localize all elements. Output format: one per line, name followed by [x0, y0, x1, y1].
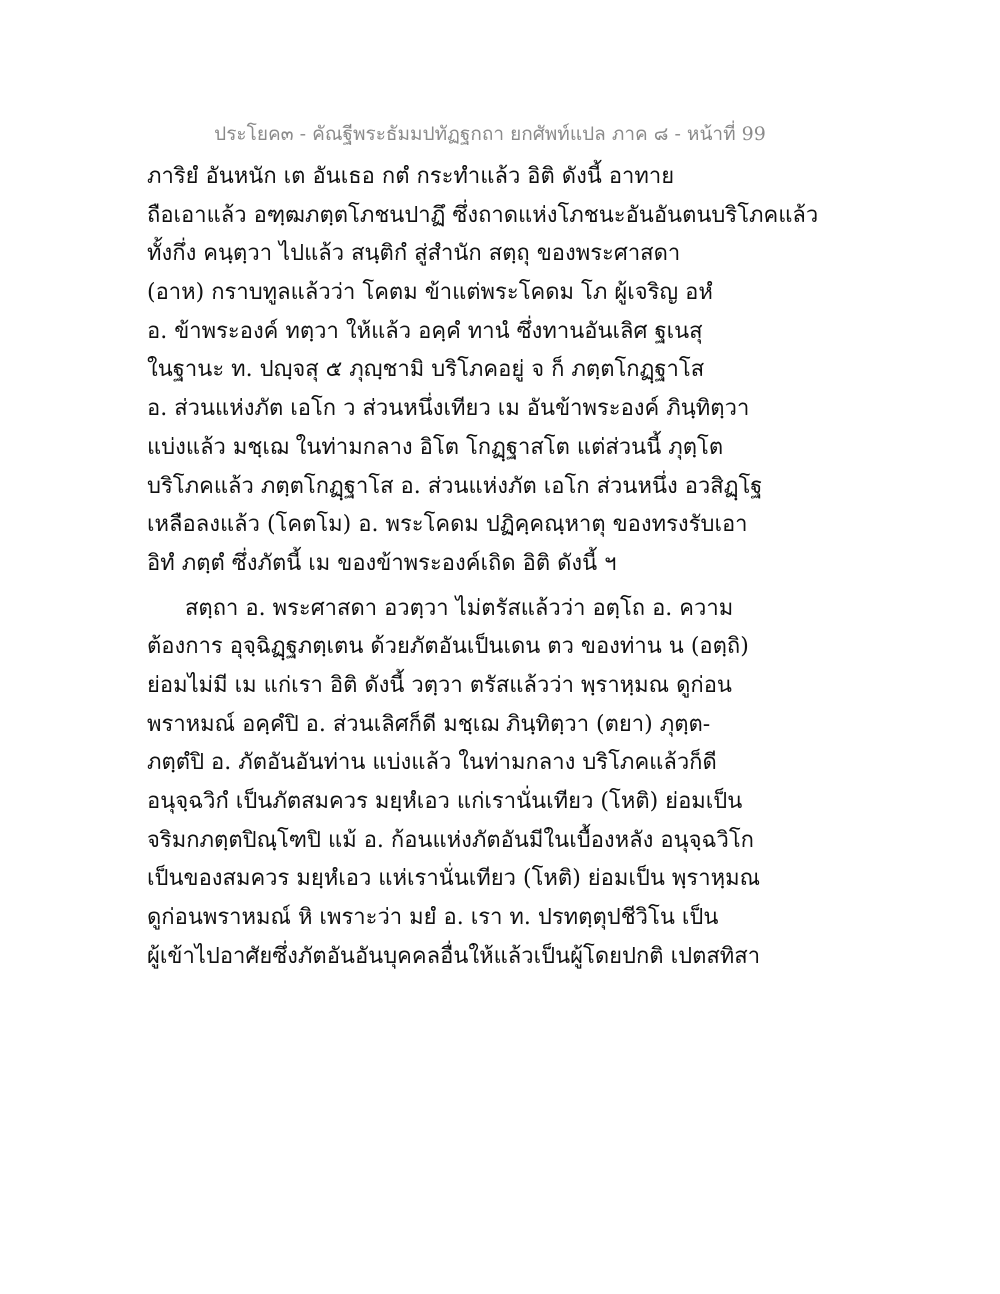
text-line: ภาริยํ อันหนัก เต อันเธอ กตํ กระทำแล้ว อิติ ดังนี้ อาทาย — [147, 164, 675, 189]
text-line: ย่อมไม่มี เม แก่เรา อิติ ดังนี้ วตฺวา ตรัสแล้วว่า พฺราหฺมณ ดูก่อน — [147, 672, 732, 698]
text-line: ในฐานะ ท. ปญฺจสุ ๕ ภุญฺชามิ บริโภคอยู่ จ ก็ ภตฺตโกฏฺฐาโส — [147, 357, 705, 383]
text-line: อ. ส่วนแห่งภัต เอโก ว ส่วนหนึ่งเทียว เม อันข้าพระองค์ ภินฺทิตฺวา — [147, 396, 750, 422]
text-line: เป็นของสมควร มยฺหํเอว แห่เรานั่นเทียว (โหติ) ย่อมเป็น พฺราหฺมณ — [147, 866, 760, 892]
text-line: บริโภคแล้ว ภตฺตโกฏฺฐาโส อ. ส่วนแห่งภัต เอโก ส่วนหนึ่ง อวสิฏฺโฐ — [147, 473, 763, 499]
text-line: สตฺถา อ. พระศาสดา อวตฺวา ไม่ตรัสแล้วว่า อตฺโถ อ. ความ — [185, 595, 734, 621]
paragraph-2 — [147, 590, 867, 977]
text-line: อ. ข้าพระองค์ ทตฺวา ให้แล้ว อคฺคํ ทานํ ซึ่งทานอันเลิศ ฐเนสุ — [147, 318, 703, 344]
body-text — [147, 158, 867, 976]
text-line: ดูก่อนพราหมณ์ หิ เพราะว่า มยํ อ. เรา ท. ปรทตฺตุปชีวิโน เป็น — [147, 905, 719, 931]
text-line: จริมกภตฺตปิณฺโฑปิ แม้ อ. ก้อนแห่งภัตอันมีในเบื้องหลัง อนุจฺฉวิโก — [147, 827, 754, 853]
text-line: ต้องการ อุจฺฉิฏฺฐภตฺเตน ด้วยภัตอันเป็นเดน ตว ของท่าน น (อตฺถิ) — [147, 634, 749, 660]
text-line: ภตฺตํปิ อ. ภัตอันอันท่าน แบ่งแล้ว ในท่ามกลาง บริโภคแล้วก็ดี — [147, 750, 717, 776]
text-line: เหลือลงแล้ว (โคตโม) อ. พระโคดม ปฏิคฺคณฺหาตุ ของทรงรับเอา — [147, 512, 748, 538]
text-line: (อาห) กราบทูลแล้วว่า โคตม ข้าแต่พระโคดม โภ ผู้เจริญ อหํ — [147, 280, 713, 306]
paragraph-1 — [147, 158, 867, 584]
text-line: อิทํ ภตฺตํ ซึ่งภัตนี้ เม ของข้าพระองค์เถิด อิติ ดังนี้ ฯ — [147, 550, 617, 576]
text-line: แบ่งแล้ว มชฺเฌ ในท่ามกลาง อิโต โกฏฺฐาสโต แต่ส่วนนี้ ภุตฺโต — [147, 434, 724, 460]
text-line: ถือเอาแล้ว อฑฺฒภตฺตโภชนปาฏึ ซึ่งถาดแห่งโภชนะอันอันตนบริโภคแล้ว — [147, 202, 819, 228]
text-line: ทั้งกึ่ง คนฺตฺวา ไปแล้ว สนฺติกํ สู่สำนัก สตฺถุ ของพระศาสดา — [147, 241, 681, 267]
text-line: ผู้เข้าไปอาศัยซึ่งภัตอันอันบุคคลอื่นให้แล้วเป็นผู้โดยปกติ เปตสทิสา — [147, 943, 761, 969]
text-line: พราหมณ์ อคฺคํปิ อ. ส่วนเลิศก็ดี มชฺเฌ ภินฺทิตฺวา (ตยา) ภุตฺต- — [147, 711, 711, 737]
text-line: อนุจฺฉวิกํ เป็นภัตสมควร มยฺหํเอว แก่เรานั่นเทียว (โหติ) ย่อมเป็น — [147, 789, 743, 814]
running-header: ประโยค๓ - คัณฐีพระธัมมปทัฏฐกถา ยกศัพท์แปล ภาค ๘ - หน้าที่ 99 — [214, 123, 766, 145]
